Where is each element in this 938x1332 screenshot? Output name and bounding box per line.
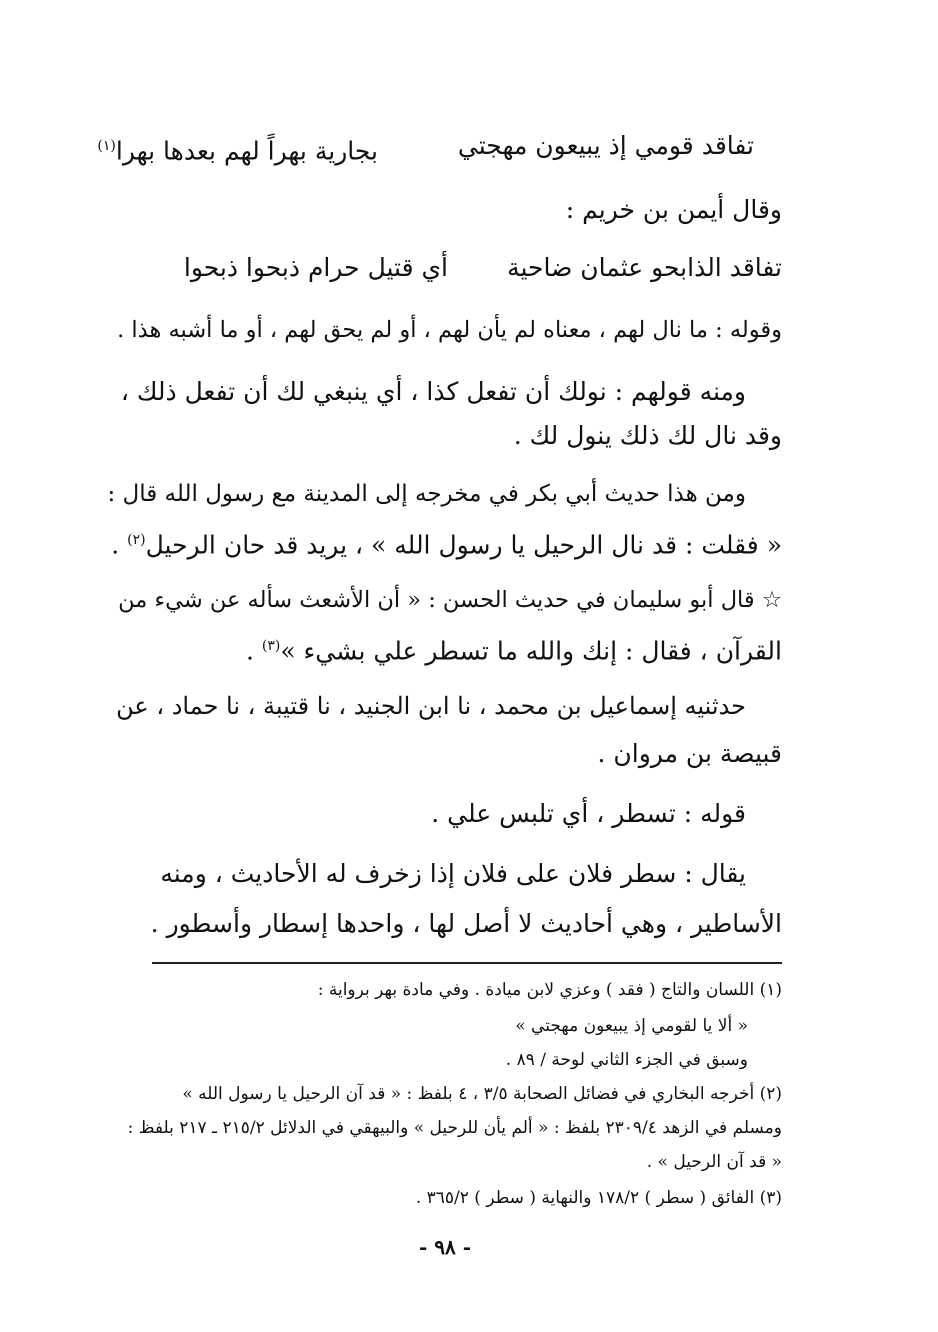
footnote-ref-2: (٢)	[127, 532, 146, 548]
body-line-7: ومن هذا حديث أبي بكر في مخرجه إلى المدينة مع رسول الله قال :	[107, 481, 746, 507]
body-line-4: وقوله : ما نال لهم ، معناه لم يأن لهم ، أو لم يحق لهم ، أو ما أشبه هذا .	[117, 317, 782, 343]
page-number: - ٩٨ -	[418, 1235, 471, 1259]
footnote-1-line-2: « ألا يا لقومي إذ يبيعون مهجتي »	[515, 1016, 748, 1036]
verse-2-first-hemistich: تفاقد الذابحو عثمان ضاحية	[507, 253, 782, 282]
body-line-14: يقال : سطر فلان على فلان إذا زخرف له الأحاديث ، ومنه	[160, 859, 746, 888]
body-line-13: قوله : تسطر ، أي تلبس علي .	[431, 799, 746, 828]
footnote-ref-3: (٣)	[261, 638, 281, 654]
verse-2-second-hemistich: أي قتيل حرام ذبحوا ذبحوا	[183, 253, 448, 282]
body-line-6: وقد نال لك ذلك ينول لك .	[513, 421, 782, 450]
body-line-12: قبيصة بن مروان .	[597, 739, 782, 768]
body-line-10: القرآن ، فقال : إنك والله ما تسطر علي بشيء »$^{(٣)}$ .	[245, 636, 782, 666]
footnote-3: (٣) الفائق ( سطر ) ١٧٨/٢ والنهاية ( سطر ) ٣٦٥/٢ .	[415, 1188, 782, 1208]
footnote-separator	[152, 962, 782, 964]
footnote-ref-1: (١)	[97, 138, 116, 154]
footnote-1-line-3: وسبق في الجزء الثاني لوحة / ٨٩ .	[505, 1050, 748, 1070]
footnote-2-line-2: ومسلم في الزهد ٢٣٠٩/٤ بلفظ : « ألم يأن للرحيل » والبيهقي في الدلائل ٢١٥/٢ ـ ٢١٧ بلفظ :	[127, 1118, 782, 1138]
body-line-2: وقال أيمن بن خريم :	[565, 195, 782, 224]
verse-1-second-hemistich: بجارية بهراً لهم بعدها بهرا$^{(١)}$	[97, 136, 378, 166]
footnote-2-line-3: « قد آن الرحيل » .	[646, 1152, 782, 1172]
body-line-8: « فقلت : قد نال الرحيل يا رسول الله » ، يريد قد حان الرحيل$^{(٢)}$ .	[111, 530, 782, 560]
verse-1-first-hemistich: تفاقد قومي إذ يبيعون مهجتي	[457, 131, 754, 160]
body-line-9: ☆ قال أبو سليمان في حديث الحسن : « أن الأشعث سأله عن شيء من	[118, 587, 782, 613]
body-line-11: حدثنيه إسماعيل بن محمد ، نا ابن الجنيد ، نا قتيبة ، نا حماد ، عن	[116, 692, 746, 720]
footnote-2-line-1: (٢) أخرجه البخاري في فضائل الصحابة ٣/٥ ، ٤ بلفظ : « قد آن الرحيل يا رسول الله »	[182, 1084, 782, 1104]
body-line-15: الأساطير ، وهي أحاديث لا أصل لها ، واحدها إسطار وأسطور .	[150, 909, 782, 938]
body-line-5: ومنه قولهم : نولك أن تفعل كذا ، أي ينبغي لك أن تفعل ذلك ،	[120, 377, 746, 406]
footnote-1-line-1: (١) اللسان والتاج ( فقد ) وعزي لابن ميادة . وفي مادة بهر برواية :	[317, 980, 782, 1000]
